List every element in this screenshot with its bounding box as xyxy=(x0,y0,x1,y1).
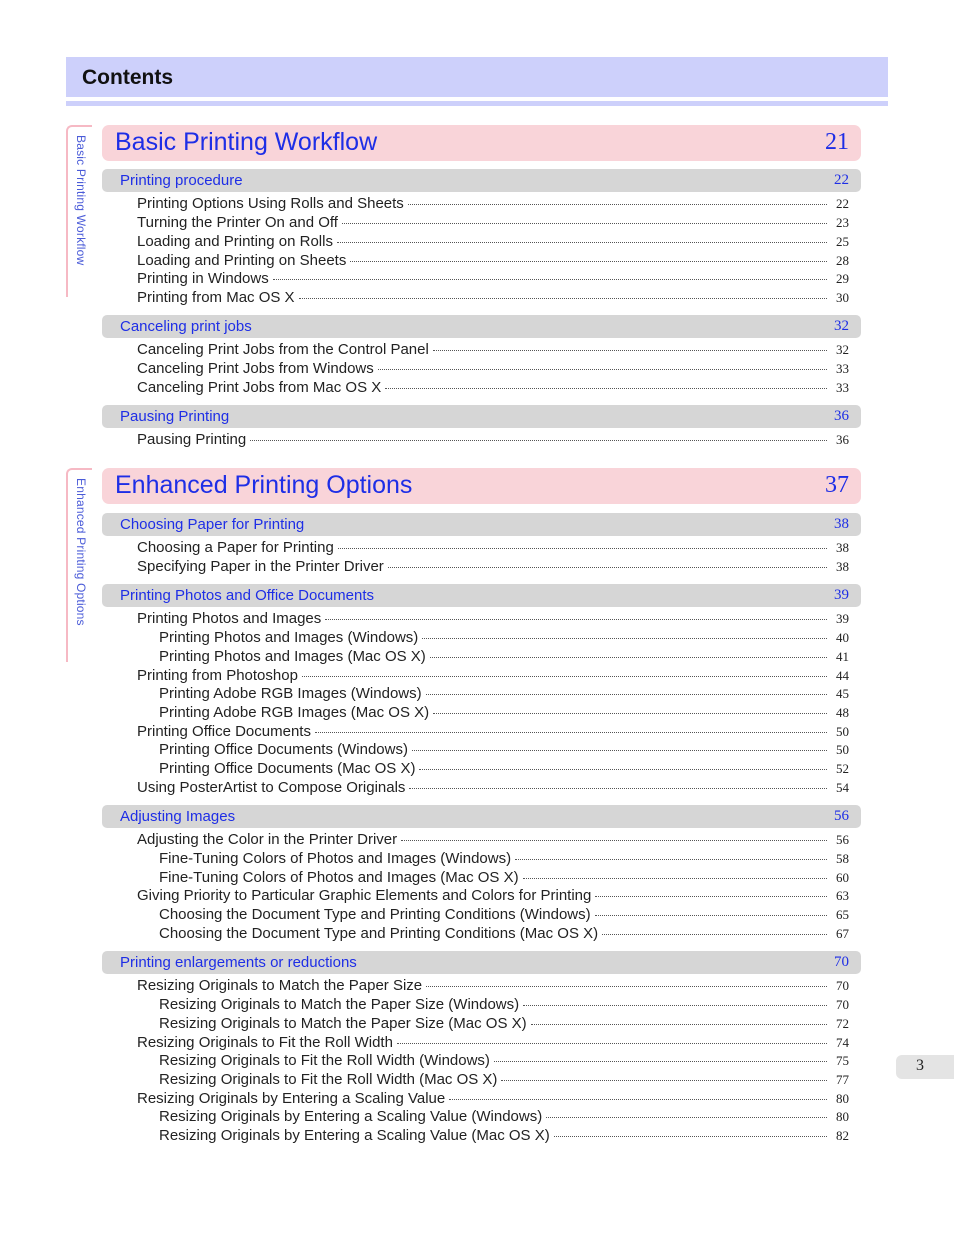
toc-entry-page-number: 23 xyxy=(836,215,849,230)
dot-leader xyxy=(523,1004,827,1006)
chapter-page-number: 37 xyxy=(825,472,849,498)
toc-entry[interactable] xyxy=(159,760,849,779)
section-page-number: 39 xyxy=(834,587,849,603)
toc-entry[interactable] xyxy=(137,379,849,398)
toc-entry[interactable] xyxy=(137,558,849,577)
dot-leader xyxy=(273,278,827,280)
toc-entry-page-number: 40 xyxy=(836,630,849,645)
section-heading[interactable] xyxy=(102,405,861,428)
toc-entry-page-number: 28 xyxy=(836,253,849,268)
toc-entry-label: Printing Photos and Images (Windows) xyxy=(159,629,419,646)
chapter-heading[interactable] xyxy=(102,125,861,161)
toc-entry-label: Resizing Originals to Fit the Roll Width xyxy=(137,1034,393,1051)
dot-leader xyxy=(250,439,827,441)
dot-leader xyxy=(338,547,827,549)
toc-entry-label: Resizing Originals by Entering a Scaling Value (Mac OS X) xyxy=(159,1127,550,1144)
dot-leader xyxy=(426,693,827,695)
toc-entry-label: Resizing Originals to Match the Paper Size xyxy=(137,977,423,994)
toc-entry-page-number: 58 xyxy=(836,851,849,866)
toc-entry-page-number: 77 xyxy=(836,1072,849,1087)
toc-entry-page-number: 65 xyxy=(836,907,849,922)
section-heading[interactable] xyxy=(102,169,861,192)
toc-entry-page-number: 63 xyxy=(836,888,849,903)
toc-entry-label: Printing Photos and Images (Mac OS X) xyxy=(159,648,426,665)
toc-entry-page-number: 22 xyxy=(836,196,849,211)
dot-leader xyxy=(602,933,827,935)
toc-entry[interactable] xyxy=(137,195,849,214)
section-page-number: 36 xyxy=(834,408,849,424)
contents-header-bar xyxy=(66,57,888,97)
toc-entry-label: Resizing Originals by Entering a Scaling Value xyxy=(137,1090,446,1107)
side-tab-basic-printing-workflow[interactable] xyxy=(66,125,92,297)
toc-entry[interactable] xyxy=(159,906,849,925)
section-heading[interactable] xyxy=(102,805,861,828)
dot-leader xyxy=(422,637,827,639)
toc-entry-label: Printing from Mac OS X xyxy=(137,289,295,306)
toc-entry[interactable] xyxy=(137,252,849,271)
toc-entry-label: Choosing a Paper for Printing xyxy=(137,539,334,556)
toc-entry[interactable] xyxy=(137,887,849,906)
toc-entry[interactable] xyxy=(137,341,849,360)
toc-entry[interactable] xyxy=(137,539,849,558)
toc-entry[interactable] xyxy=(159,685,849,704)
toc-entry[interactable] xyxy=(137,667,849,686)
toc-entry-page-number: 75 xyxy=(836,1053,849,1068)
toc-entry-page-number: 44 xyxy=(836,668,849,683)
toc-entry-label: Pausing Printing xyxy=(137,431,247,448)
section-title: Choosing Paper for Printing xyxy=(120,516,305,533)
toc-entry-page-number: 70 xyxy=(836,997,849,1012)
side-tab-label: Enhanced Printing Options xyxy=(74,478,88,626)
toc-entry-label: Resizing Originals to Fit the Roll Width (Windows) xyxy=(159,1052,490,1069)
toc-entry-label: Printing Adobe RGB Images (Windows) xyxy=(159,685,422,702)
toc-entry[interactable] xyxy=(159,648,849,667)
toc-entry-page-number: 52 xyxy=(836,761,849,776)
chapter-title: Enhanced Printing Options xyxy=(115,471,413,499)
dot-leader xyxy=(337,241,827,243)
toc-entry-label: Resizing Originals by Entering a Scaling Value (Windows) xyxy=(159,1108,543,1125)
dot-leader xyxy=(449,1098,827,1100)
toc-entry-label: Fine-Tuning Colors of Photos and Images (Mac OS X) xyxy=(159,869,519,886)
toc-entry-page-number: 38 xyxy=(836,559,849,574)
toc-entry-page-number: 72 xyxy=(836,1016,849,1031)
toc-entry-page-number: 33 xyxy=(836,380,849,395)
dot-leader xyxy=(515,858,827,860)
section-heading[interactable] xyxy=(102,513,861,536)
toc-entry-label: Printing in Windows xyxy=(137,270,269,287)
toc-entry-page-number: 50 xyxy=(836,724,849,739)
section-page-number: 32 xyxy=(834,318,849,334)
toc-entry-label: Giving Priority to Particular Graphic Elements and Colors for Printing xyxy=(137,887,592,904)
toc-entry[interactable] xyxy=(137,977,849,996)
dot-leader xyxy=(408,203,827,205)
toc-entry[interactable] xyxy=(159,869,849,888)
toc-entry-page-number: 80 xyxy=(836,1091,849,1106)
toc-entry-page-number: 36 xyxy=(836,432,849,447)
dot-leader xyxy=(426,985,827,987)
dot-leader xyxy=(546,1116,827,1118)
toc-entry-page-number: 25 xyxy=(836,234,849,249)
dot-leader xyxy=(531,1023,827,1025)
toc-entry-label: Choosing the Document Type and Printing Conditions (Windows) xyxy=(159,906,591,923)
toc-entry[interactable] xyxy=(137,723,849,742)
toc-entry-label: Printing Office Documents (Windows) xyxy=(159,741,408,758)
dot-leader xyxy=(433,349,827,351)
toc-entry-label: Canceling Print Jobs from Windows xyxy=(137,360,374,377)
toc-entry-page-number: 80 xyxy=(836,1109,849,1124)
toc-entry[interactable] xyxy=(159,925,849,944)
dot-leader xyxy=(430,656,827,658)
toc-entry-page-number: 38 xyxy=(836,540,849,555)
section-title: Pausing Printing xyxy=(120,408,230,425)
toc-entry-page-number: 30 xyxy=(836,290,849,305)
page-number-tab xyxy=(896,1055,954,1079)
section-title: Printing procedure xyxy=(120,172,243,189)
toc-entry-label: Turning the Printer On and Off xyxy=(137,214,338,231)
dot-leader xyxy=(350,260,827,262)
dot-leader xyxy=(494,1060,827,1062)
toc-entry-page-number: 54 xyxy=(836,780,849,795)
dot-leader xyxy=(385,387,827,389)
toc-entry-label: Canceling Print Jobs from the Control Panel xyxy=(137,341,429,358)
section-heading[interactable] xyxy=(102,315,861,338)
dot-leader xyxy=(325,618,827,620)
dot-leader xyxy=(397,1042,827,1044)
toc-entry[interactable] xyxy=(159,1052,849,1071)
toc-entry-page-number: 45 xyxy=(836,686,849,701)
toc-entry[interactable] xyxy=(159,850,849,869)
dot-leader xyxy=(378,368,827,370)
dot-leader xyxy=(501,1079,827,1081)
toc-entry-label: Canceling Print Jobs from Mac OS X xyxy=(137,379,382,396)
section-title: Printing Photos and Office Documents xyxy=(120,587,375,604)
toc-entry-label: Resizing Originals to Fit the Roll Width (Mac OS X) xyxy=(159,1071,498,1088)
dot-leader xyxy=(595,914,827,916)
toc-entry[interactable] xyxy=(137,1034,849,1053)
toc-entry-label: Resizing Originals to Match the Paper Size (Windows) xyxy=(159,996,520,1013)
section-title: Printing enlargements or reductions xyxy=(120,954,357,971)
toc-entry-page-number: 48 xyxy=(836,705,849,720)
toc-entry[interactable] xyxy=(137,831,849,850)
toc-entry[interactable] xyxy=(159,1071,849,1090)
toc-entry-page-number: 60 xyxy=(836,870,849,885)
section-title: Adjusting Images xyxy=(120,808,236,825)
toc-entry-page-number: 33 xyxy=(836,361,849,376)
toc-entry-label: Adjusting the Color in the Printer Driver xyxy=(137,831,398,848)
toc-entry-label: Loading and Printing on Rolls xyxy=(137,233,333,250)
toc-entry-label: Resizing Originals to Match the Paper Size (Mac OS X) xyxy=(159,1015,527,1032)
toc-entry-page-number: 39 xyxy=(836,611,849,626)
chapter-title: Basic Printing Workflow xyxy=(115,128,378,156)
section-page-number: 56 xyxy=(834,808,849,824)
toc-entry-page-number: 50 xyxy=(836,742,849,757)
toc-entry-label: Specifying Paper in the Printer Driver xyxy=(137,558,384,575)
dot-leader xyxy=(412,749,827,751)
toc-entry-page-number: 56 xyxy=(836,832,849,847)
toc-entry-label: Printing Options Using Rolls and Sheets xyxy=(137,195,404,212)
dot-leader xyxy=(302,675,827,677)
section-title: Canceling print jobs xyxy=(120,318,252,335)
toc-entry[interactable] xyxy=(137,431,849,450)
toc-entry[interactable] xyxy=(159,741,849,760)
dot-leader xyxy=(299,297,827,299)
page-number: 3 xyxy=(916,1057,924,1074)
dot-leader xyxy=(419,768,827,770)
toc-entry[interactable] xyxy=(159,1127,849,1146)
section-page-number: 22 xyxy=(834,172,849,188)
toc-entry-page-number: 29 xyxy=(836,271,849,286)
chapter-page-number: 21 xyxy=(825,129,849,155)
dot-leader xyxy=(401,839,827,841)
dot-leader xyxy=(595,895,827,897)
page-title: Contents xyxy=(82,66,173,89)
toc-entry[interactable] xyxy=(159,1108,849,1127)
dot-leader xyxy=(433,712,827,714)
toc-entry[interactable] xyxy=(137,289,849,308)
toc-entry[interactable] xyxy=(137,1090,849,1109)
toc-entry-label: Printing Adobe RGB Images (Mac OS X) xyxy=(159,704,430,721)
toc-entry[interactable] xyxy=(137,214,849,233)
toc-entry[interactable] xyxy=(137,270,849,289)
side-tab-label: Basic Printing Workflow xyxy=(74,135,88,266)
side-tab-enhanced-printing-options[interactable] xyxy=(66,468,92,662)
header-divider xyxy=(66,101,888,106)
section-heading[interactable] xyxy=(102,951,861,974)
section-heading[interactable] xyxy=(102,584,861,607)
toc-entry-label: Choosing the Document Type and Printing Conditions (Mac OS X) xyxy=(159,925,599,942)
section-page-number: 38 xyxy=(834,516,849,532)
toc-entry-label: Printing from Photoshop xyxy=(137,667,298,684)
toc-entry[interactable] xyxy=(159,629,849,648)
toc-entry-label: Printing Photos and Images xyxy=(137,610,322,627)
dot-leader xyxy=(342,222,827,224)
toc-entry-page-number: 67 xyxy=(836,926,849,941)
dot-leader xyxy=(554,1135,827,1137)
toc-entry-page-number: 82 xyxy=(836,1128,849,1143)
dot-leader xyxy=(523,877,827,879)
toc-entry-label: Printing Office Documents (Mac OS X) xyxy=(159,760,416,777)
dot-leader xyxy=(315,731,827,733)
toc-entry[interactable] xyxy=(137,360,849,379)
toc-entry-page-number: 74 xyxy=(836,1035,849,1050)
toc-entry-label: Printing Office Documents xyxy=(137,723,311,740)
dot-leader xyxy=(388,566,827,568)
toc-entry[interactable] xyxy=(137,233,849,252)
toc-entry-page-number: 41 xyxy=(836,649,849,664)
chapter-heading[interactable] xyxy=(102,468,861,504)
toc-entry-page-number: 32 xyxy=(836,342,849,357)
toc-entry-label: Loading and Printing on Sheets xyxy=(137,252,347,269)
section-page-number: 70 xyxy=(834,954,849,970)
toc-entry-label: Fine-Tuning Colors of Photos and Images (Windows) xyxy=(159,850,512,867)
toc-entry[interactable] xyxy=(137,779,849,798)
toc-entry[interactable] xyxy=(159,1015,849,1034)
toc-entry-label: Using PosterArtist to Compose Originals xyxy=(137,779,406,796)
dot-leader xyxy=(409,787,827,789)
toc-entry[interactable] xyxy=(159,996,849,1015)
toc-entry-page-number: 70 xyxy=(836,978,849,993)
toc-entry[interactable] xyxy=(159,704,849,723)
toc-entry[interactable] xyxy=(137,610,849,629)
